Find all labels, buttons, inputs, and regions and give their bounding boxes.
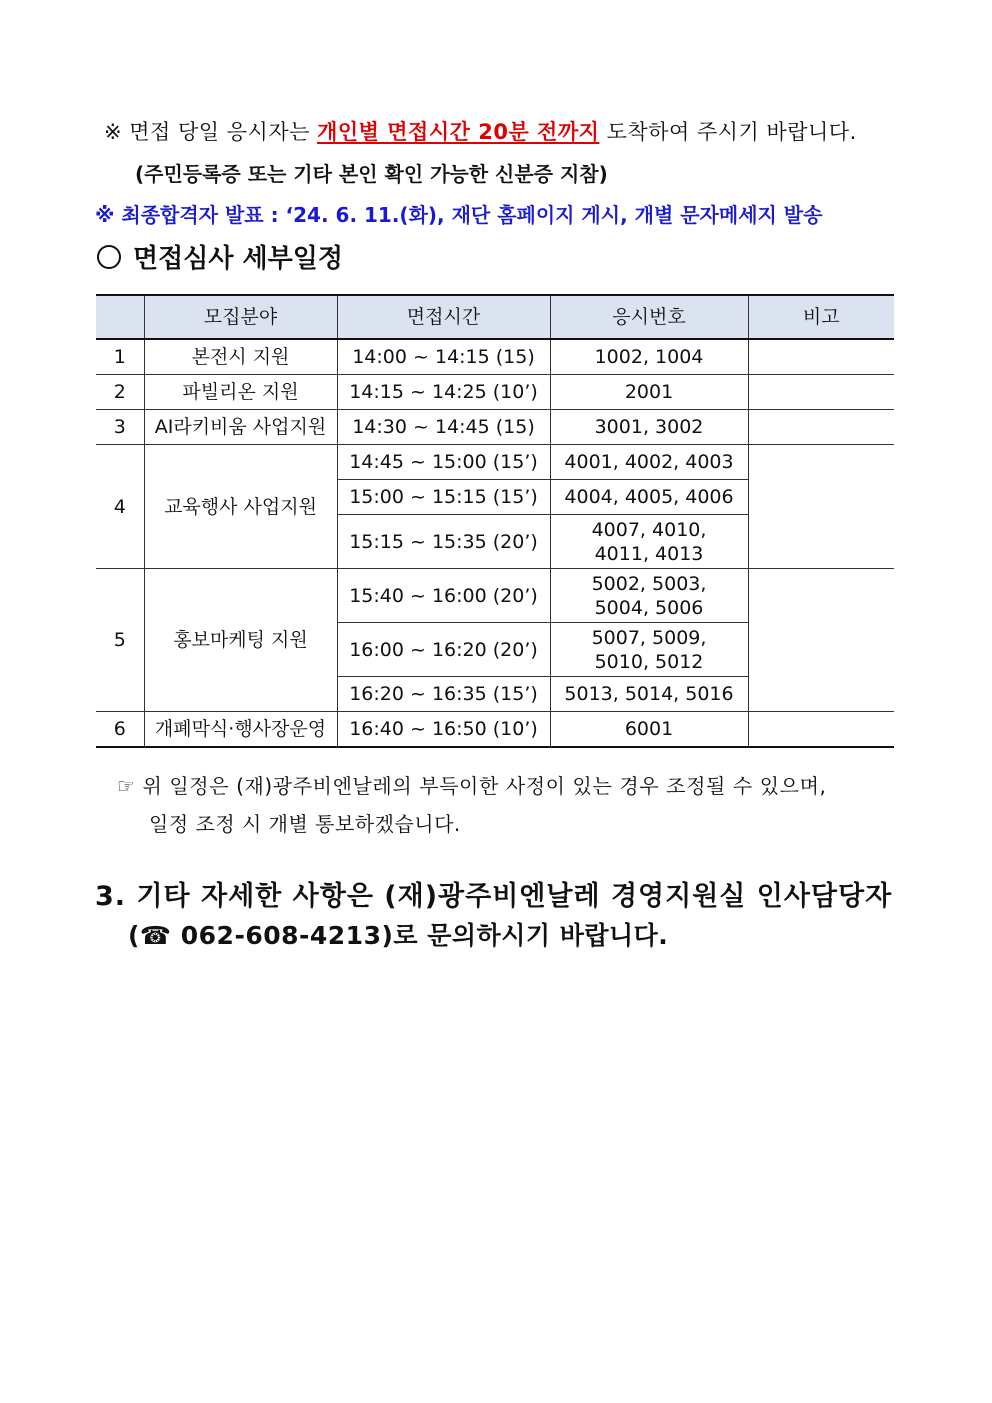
row-no: 6 — [96, 712, 144, 748]
row-remarks — [748, 445, 894, 569]
row-time: 14:00 ~ 14:15 (15) — [337, 339, 550, 375]
final-announcement-notice: ※ 최종합격자 발표 : ‘24. 6. 11.(화), 재단 홈페이지 게시, 개별 문자메세지 발송 — [95, 203, 823, 227]
table-row — [96, 569, 894, 623]
row-numbers-line2: 4011, 4013 — [594, 542, 704, 565]
schedule-heading — [95, 238, 343, 275]
row-numbers: 3001, 3002 — [550, 410, 748, 445]
row-time: 16:00 ~ 16:20 (20’) — [337, 623, 550, 677]
row-field: 본전시 지원 — [144, 339, 337, 375]
row-numbers: 6001 — [550, 712, 748, 748]
contact-section-title: 3. 기타 자세한 사항은 (재)광주비엔날레 경영지원실 인사담당자 — [95, 881, 893, 912]
row-time: 15:40 ~ 16:00 (20’) — [337, 569, 550, 623]
table-row — [96, 410, 894, 445]
row-no: 4 — [96, 445, 144, 569]
row-time: 14:15 ~ 14:25 (10’) — [337, 375, 550, 410]
arrival-deadline-highlight: 개인별 면접시간 20분 전까지 — [317, 120, 600, 144]
arrival-notice-prefix: ※ 면접 당일 응시자는 — [104, 120, 318, 144]
row-time: 14:45 ~ 15:00 (15’) — [337, 445, 550, 480]
row-no: 2 — [96, 375, 144, 410]
id-card-notice: (주민등록증 또는 기타 본인 확인 가능한 신분증 지참) — [135, 162, 608, 186]
schedule-change-note: ☞ 위 일정은 (재)광주비엔날레의 부득이한 사정이 있는 경우 조정될 수 있으며, — [117, 774, 827, 798]
row-field: 교육행사 사업지원 — [144, 445, 337, 569]
header-field: 모집분야 — [144, 295, 337, 339]
row-remarks — [748, 712, 894, 748]
row-numbers-line2: 5004, 5006 — [594, 596, 704, 619]
row-numbers — [550, 569, 748, 623]
row-no: 3 — [96, 410, 144, 445]
arrival-notice-suffix: 도착하여 주시기 바랍니다. — [599, 120, 857, 144]
row-time: 15:00 ~ 15:15 (15’) — [337, 480, 550, 515]
row-time: 14:30 ~ 14:45 (15) — [337, 410, 550, 445]
table-row — [96, 712, 894, 748]
row-numbers-line2: 5010, 5012 — [594, 650, 704, 673]
table-header-row — [96, 295, 894, 339]
row-time: 15:15 ~ 15:35 (20’) — [337, 515, 550, 569]
row-no: 5 — [96, 569, 144, 712]
row-time: 16:40 ~ 16:50 (10’) — [337, 712, 550, 748]
header-numbers: 응시번호 — [550, 295, 748, 339]
row-no: 1 — [96, 339, 144, 375]
contact-section-phone: (☎ 062-608-4213)로 문의하시기 바랍니다. — [128, 921, 669, 950]
row-field: 파빌리온 지원 — [144, 375, 337, 410]
row-numbers: 4001, 4002, 4003 — [550, 445, 748, 480]
row-remarks — [748, 339, 894, 375]
schedule-heading-text: 면접심사 세부일정 — [133, 244, 343, 274]
circle-bullet-icon — [97, 245, 121, 269]
row-numbers — [550, 515, 748, 569]
row-numbers: 1002, 1004 — [550, 339, 748, 375]
row-numbers-line1: 5002, 5003, — [591, 572, 707, 595]
header-time: 면접시간 — [337, 295, 550, 339]
header-remarks: 비고 — [748, 295, 894, 339]
row-numbers-line1: 5007, 5009, — [591, 626, 707, 649]
row-numbers: 5013, 5014, 5016 — [550, 677, 748, 712]
row-numbers: 2001 — [550, 375, 748, 410]
row-remarks — [748, 410, 894, 445]
row-field: AI라키비움 사업지원 — [144, 410, 337, 445]
row-field: 개폐막식·행사장운영 — [144, 712, 337, 748]
interview-schedule-table — [96, 294, 894, 748]
row-numbers-line1: 4007, 4010, — [591, 518, 707, 541]
arrival-notice — [104, 116, 857, 146]
row-remarks — [748, 375, 894, 410]
table-row — [96, 339, 894, 375]
row-numbers: 4004, 4005, 4006 — [550, 480, 748, 515]
row-remarks — [748, 569, 894, 712]
table-row — [96, 445, 894, 480]
row-time: 16:20 ~ 16:35 (15’) — [337, 677, 550, 712]
row-numbers — [550, 623, 748, 677]
schedule-change-note-cont: 일정 조정 시 개별 통보하겠습니다. — [149, 812, 461, 836]
row-field: 홍보마케팅 지원 — [144, 569, 337, 712]
header-no — [96, 295, 144, 339]
table-row — [96, 375, 894, 410]
